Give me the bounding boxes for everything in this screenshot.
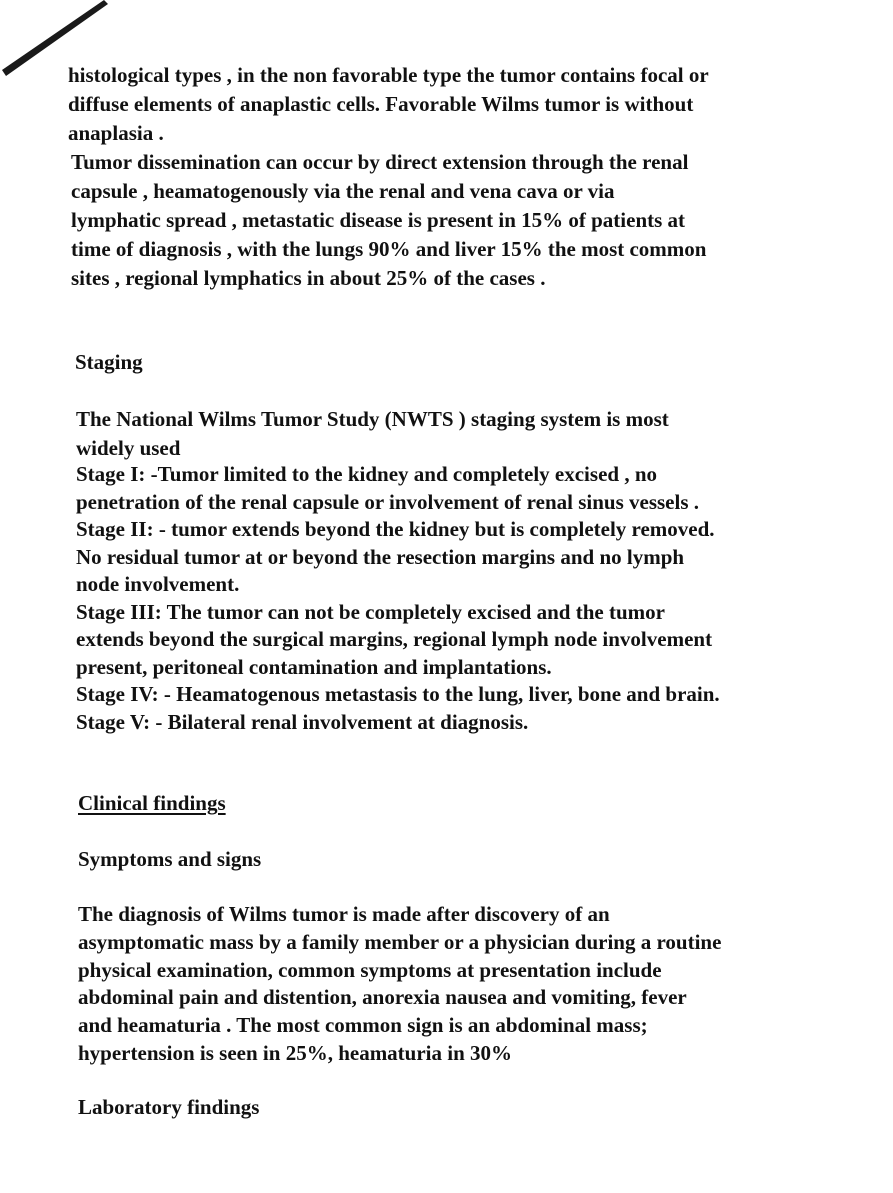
text-line: The diagnosis of Wilms tumor is made after discovery of an <box>78 902 610 926</box>
stage-line: Stage IV: - Heamatogenous metastasis to the lung, liver, bone and brain. <box>76 682 720 706</box>
text-line: The National Wilms Tumor Study (NWTS ) staging system is most <box>76 407 669 431</box>
stage-line: penetration of the renal capsule or involvement of renal sinus vessels . <box>76 489 699 514</box>
stage-line: Stage II: - tumor extends beyond the kidney but is completely removed. <box>76 517 715 541</box>
stage-line: Stage I: -Tumor limited to the kidney and completely excised , no <box>76 462 657 486</box>
text-line: time of diagnosis , with the lungs 90% and liver 15% the most common <box>71 237 707 261</box>
text-line: anaplasia . <box>68 121 164 145</box>
symptoms-signs-subheading: Symptoms and signs <box>78 847 262 871</box>
paragraph-diagnosis <box>78 901 721 1068</box>
paragraph-intro <box>68 61 709 148</box>
text-line: hypertension is seen in 25%, heamaturia in 30% <box>78 1040 513 1065</box>
laboratory-findings-heading: Laboratory findings <box>78 1095 260 1119</box>
text-line: and heamaturia . The most common sign is an abdominal mass; <box>78 1013 648 1038</box>
stage-line: extends beyond the surgical margins, regional lymph node involvement <box>76 627 713 651</box>
clinical-findings-heading: Clinical findings <box>78 791 226 815</box>
paragraph-dissemination <box>71 148 706 293</box>
staging-stage-list <box>76 461 720 736</box>
text-line: widely used <box>76 436 181 460</box>
text-line: diffuse elements of anaplastic cells. Favorable Wilms tumor is without <box>68 92 694 116</box>
stage-line: Stage V: - Bilateral renal involvement at diagnosis. <box>76 709 529 734</box>
text-line: lymphatic spread , metastatic disease is present in 15% of patients at <box>71 208 686 232</box>
stage-line: No residual tumor at or beyond the resection margins and no lymph <box>76 544 685 569</box>
text-line: capsule , heamatogenously via the renal and vena cava or via <box>71 179 615 203</box>
staging-heading: Staging <box>75 350 143 374</box>
stage-line: present, peritoneal contamination and implantations. <box>76 654 552 679</box>
text-line: physical examination, common symptoms at presentation include <box>78 957 662 982</box>
text-line: histological types , in the non favorable type the tumor contains focal or <box>68 63 709 87</box>
text-line: abdominal pain and distention, anorexia nausea and vomiting, fever <box>78 985 687 1010</box>
text-line: sites , regional lymphatics in about 25% of the cases . <box>71 266 546 290</box>
text-line: asymptomatic mass by a family member or a physician during a routine <box>78 929 722 954</box>
stage-line: Stage III: The tumor can not be completely excised and the tumor <box>76 599 665 624</box>
stage-line: node involvement. <box>76 572 240 596</box>
text-line: Tumor dissemination can occur by direct extension through the renal <box>71 150 689 174</box>
staging-intro <box>76 405 669 463</box>
